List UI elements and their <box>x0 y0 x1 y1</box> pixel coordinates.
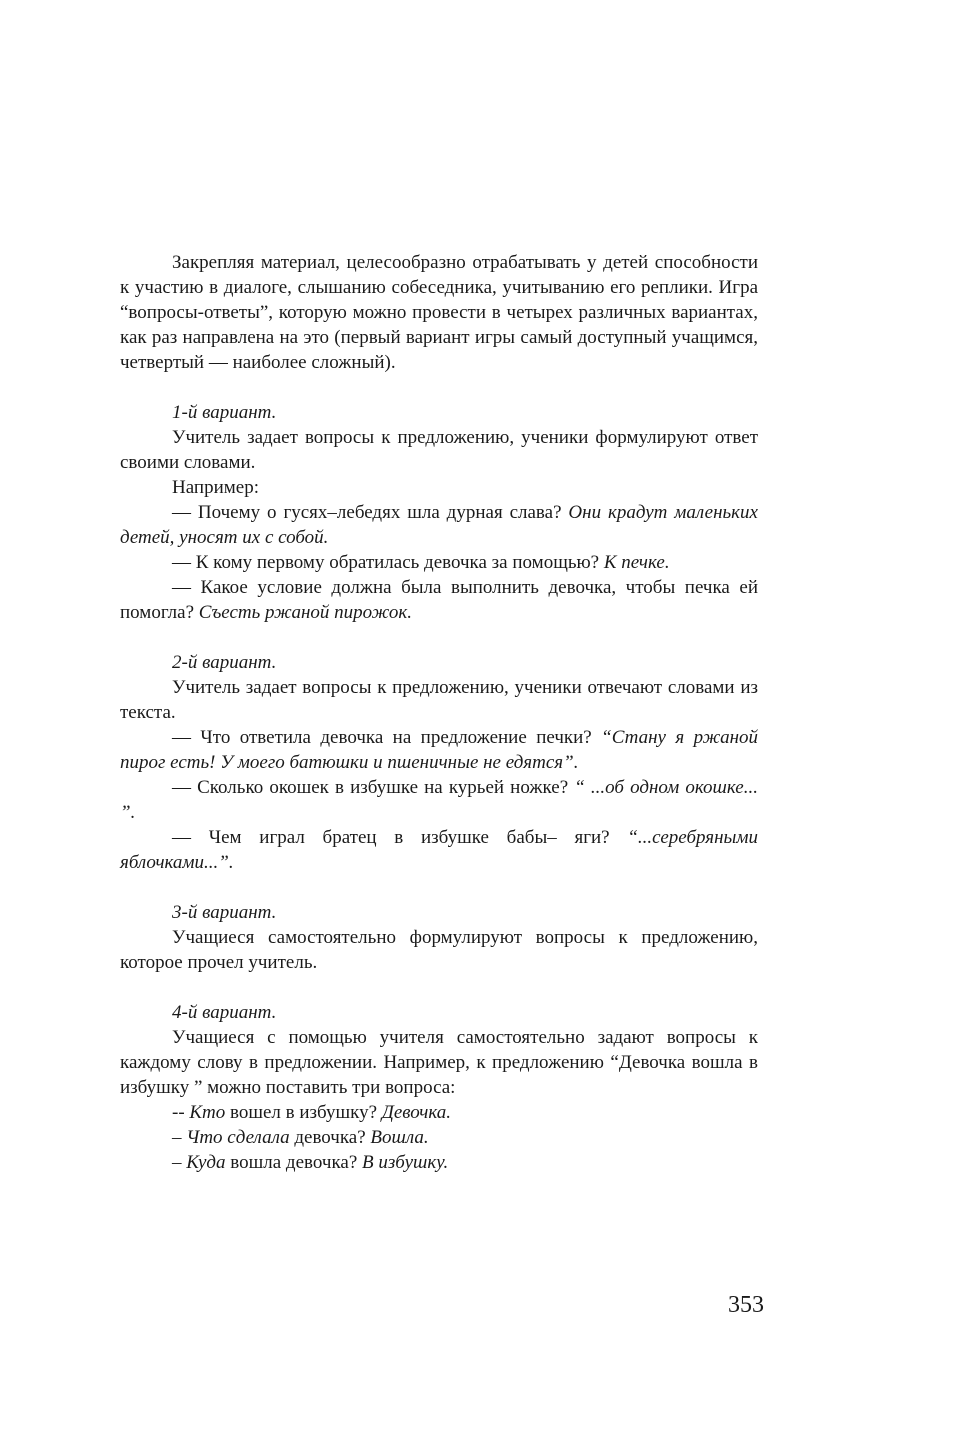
page-body <box>120 250 758 1175</box>
variant-2-text: Учитель задает вопросы к предложению, ученики отвечают словами из текста. <box>120 677 758 723</box>
page-number: 353 <box>728 1292 764 1318</box>
variant-2-heading: 2-й вариант. <box>172 652 277 673</box>
variant-4-question-1: -- Кто вошел в избушку? Девочка. <box>172 1102 452 1123</box>
variant-2-dialog-1: — Что ответила девочка на предложение печки? “Стану я ржаной пирог есть! У моего батюшки и пшеничные не едятся”. <box>120 727 758 773</box>
variant-1-text: Учитель задает вопросы к предложению, ученики формулируют ответ своими словами. <box>120 427 758 473</box>
variant-2-dialog-3: — Чем играл братец в избушке бабы– яги? “...серебряными яблочками...”. <box>120 827 758 873</box>
variant-1-dialog-3: — Какое условие должна была выполнить девочка, чтобы печка ей помогла? Съесть ржаной пирожок. <box>120 577 758 623</box>
variant-4-heading: 4-й вариант. <box>172 1002 277 1023</box>
variant-4-question-3: – Куда вошла девочка? В избушку. <box>172 1152 449 1173</box>
variant-1-heading: 1-й вариант. <box>172 402 277 423</box>
variant-3-text: Учащиеся самостоятельно формулируют вопросы к предложению, которое прочел учитель. <box>120 927 758 973</box>
variant-1-dialog-1: — Почему о гусях–лебедях шла дурная слава? Они крадут маленьких детей, уносят их с собой. <box>120 502 758 548</box>
variant-1-example-label: Например: <box>172 477 259 498</box>
intro-paragraph: Закрепляя материал, целесообразно отрабатывать у детей способности к участию в диалоге, слышанию собеседника, учитыванию его реплики. Игра “вопросы-ответы”, которую можно провести в четырех различных вариантах, как раз направлена на это (первый вариант игры самый доступный учащимся, четвертый — наиболее сложный). <box>120 252 758 373</box>
variant-2-dialog-2: — Сколько окошек в избушке на курьей ножке? “ ...об одном окошке... ”. <box>120 777 758 823</box>
variant-4-question-2: – Что сделала девочка? Вошла. <box>172 1127 429 1148</box>
variant-1-dialog-2: — К кому первому обратилась девочка за помощью? К печке. <box>172 552 670 573</box>
variant-3-heading: 3-й вариант. <box>172 902 277 923</box>
variant-4-text: Учащиеся с помощью учителя самостоятельно задают вопросы к каждому слову в предложении. Например, к предложению “Девочка вошла в избушку ” можно поставить три вопроса: <box>120 1027 758 1098</box>
